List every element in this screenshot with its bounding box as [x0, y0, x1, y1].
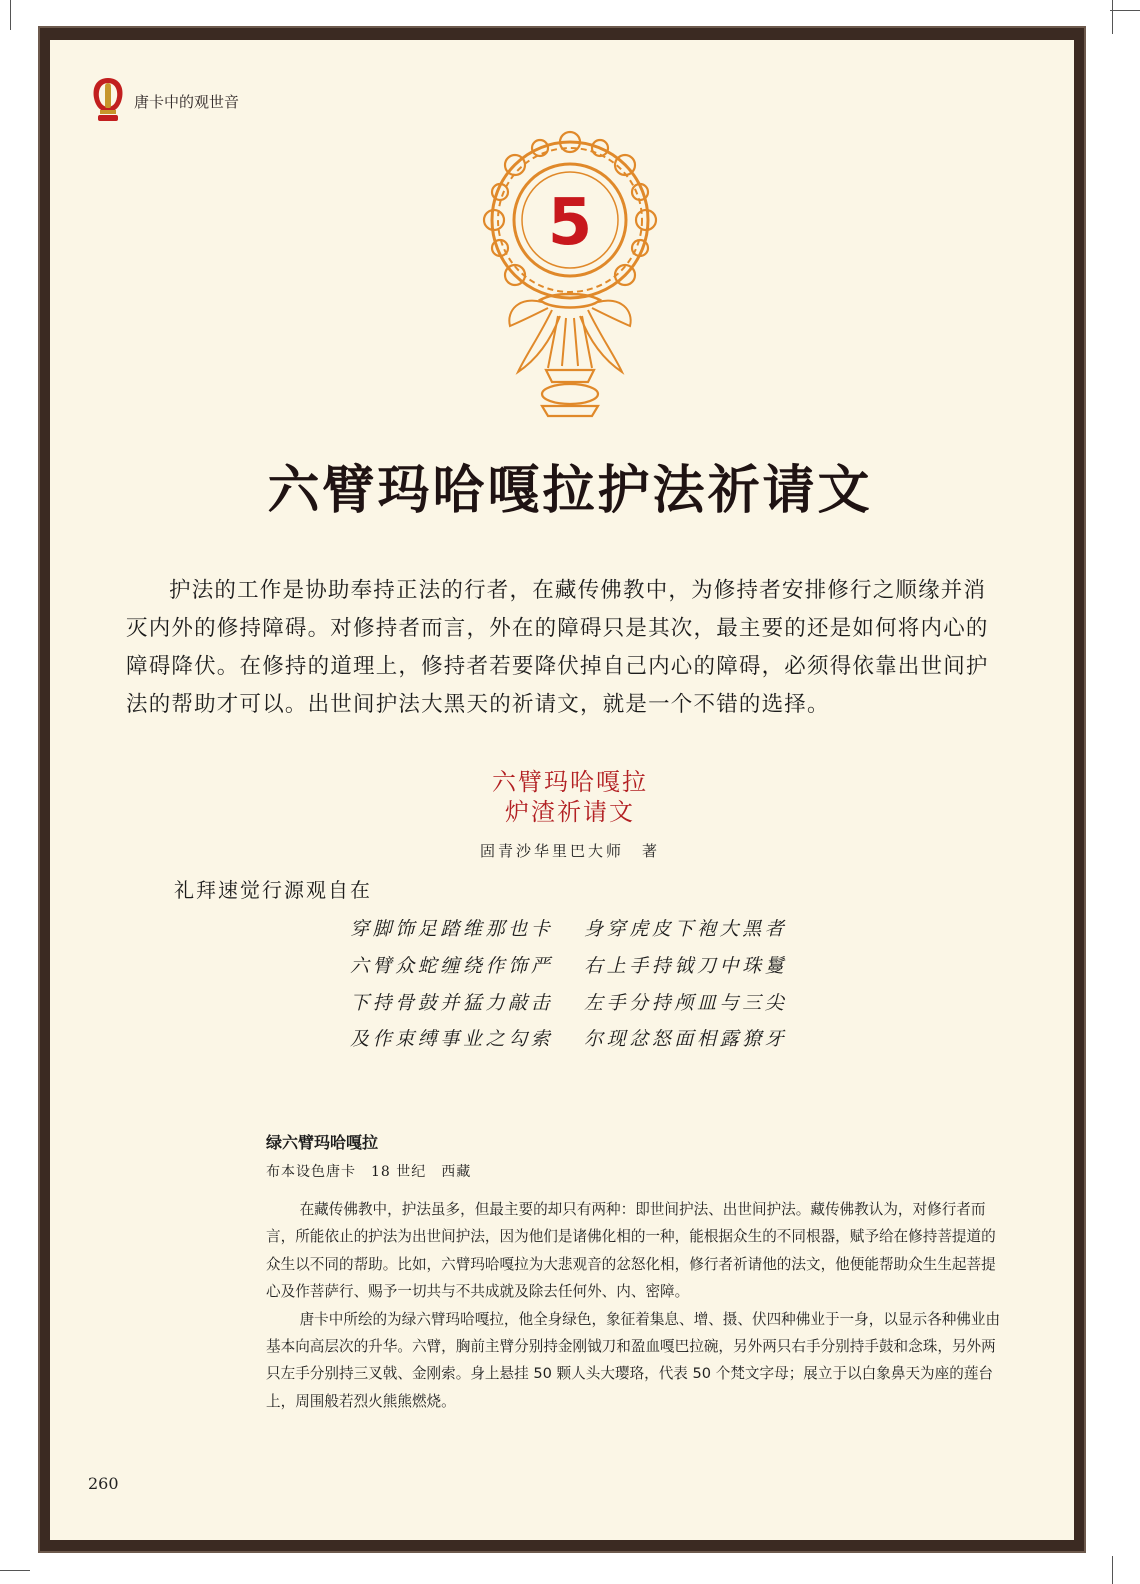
crop-mark: [10, 0, 11, 30]
crop-mark: [1112, 1556, 1113, 1584]
prayer-author: 固青沙华里巴大师 著: [479, 842, 660, 860]
article-title: 六臂玛哈嘎拉护法祈请文: [267, 460, 873, 521]
caption-title: 绿六臂玛哈嘎拉: [266, 1133, 379, 1152]
crop-mark: [0, 1570, 30, 1571]
crop-mark: [1112, 0, 1113, 34]
verse-left: 六臂众蛇缠绕作饰严: [350, 955, 554, 977]
caption-paragraph: 在藏传佛教中，护法虽多，但最主要的却只有两种：即世间护法、出世间护法。藏传佛教认为，对修行者而言，所能依止的护法为出世间护法，因为他们是诸佛化相的一种，能根据众生的不同根器，赋予给在修持菩提道的众生以不同的帮助。比如，六臂玛哈嘎拉为大悲观音的忿怒化相，修行者祈请他的法文，他便能帮助众生生起菩提心及作菩萨行、赐予一切共与不共成就及除去任何外、内、密障。: [266, 1201, 996, 1301]
crop-mark: [1110, 10, 1140, 11]
prayer-salutation: 礼拜速觉行源观自在: [174, 878, 372, 902]
caption-paragraph: 唐卡中所绘的为绿六臂玛哈嘎拉，他全身绿色，象征着集息、增、摄、伏四种佛业于一身，以显示各种佛业由基本向高层次的升华。六臂，胸前主臂分别持金刚钺刀和盈血嘎巴拉碗，另外两只右手分别持手鼓和念珠，另外两只左手分别持三叉戟、金刚索。身上悬挂 50 颗人头大璎珞，代表 50 个梵文字母；展立于以白象鼻天为座的莲台上，周围般若烈火熊熊燃烧。: [266, 1310, 1001, 1410]
caption-body: [266, 1196, 1004, 1415]
verse-left: 下持骨鼓并猛力敲击: [350, 992, 554, 1014]
intro-line: 法的帮助才可以。出世间护法大黑天的祈请文，就是一个不错的选择。: [126, 692, 830, 717]
intro-paragraph: [126, 572, 1006, 724]
verse-right: 左手分持颅皿与三尖: [584, 992, 788, 1014]
caption-meta: 布本设色唐卡 18 世纪 西藏: [266, 1164, 472, 1180]
intro-line: 护法的工作是协助奉持正法的行者，在藏传佛教中，为修持者安排修行之顺缘并消: [169, 578, 987, 603]
verse-right: 身穿虎皮下袍大黑者: [584, 918, 788, 940]
verse-left: 及作束缚事业之勾索: [350, 1028, 554, 1050]
running-title: 唐卡中的观世音: [134, 92, 240, 111]
prayer-title-line1: 六臂玛哈嘎拉: [492, 768, 648, 796]
emblem-number: 5: [547, 186, 593, 260]
deity-statue-icon: [90, 74, 126, 128]
intro-line: 灭内外的修持障碍。对修持者而言，外在的障碍只是其次，最主要的还是如何将内心的: [126, 616, 989, 641]
ornamental-number-emblem: [480, 120, 660, 420]
prayer-title-line2: 炉渣祈请文: [505, 798, 635, 826]
verse-right: 右上手持钺刀中珠鬘: [584, 955, 788, 977]
verse-left: 穿脚饰足踏维那也卡: [350, 918, 554, 940]
verse-right: 尔现忿怒面相露獠牙: [584, 1028, 788, 1050]
intro-line: 障碍降伏。在修持的道理上，修持者若要降伏掉自己内心的障碍，必须得依靠出世间护: [126, 654, 989, 679]
page-number: 260: [88, 1474, 119, 1493]
running-header: [90, 74, 239, 128]
